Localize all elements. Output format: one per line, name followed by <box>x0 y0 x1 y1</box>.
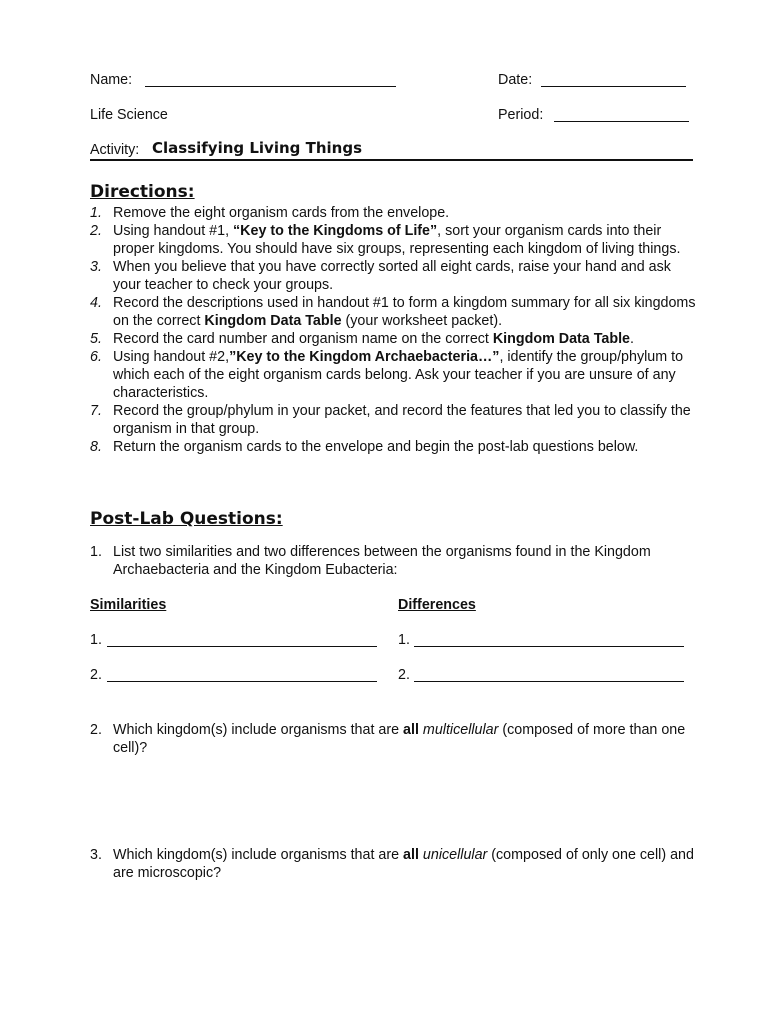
header-divider <box>90 159 693 161</box>
name-field[interactable] <box>145 86 396 87</box>
period-label: Period: <box>498 107 544 123</box>
postlab-heading: Post-Lab Questions: <box>90 509 283 529</box>
direction-text-bold: ”Key to the Kingdom Archaebacteria…” <box>229 349 500 365</box>
date-label: Date: <box>498 72 533 88</box>
direction-text: , identify the group/phylum to which each of the eight organism cards belong. Ask your teacher if you are unsure of any characteristics. <box>113 349 684 401</box>
question-text: (composed of only one cell) and are microscopic? <box>113 847 694 881</box>
direction-text-bold: “Key to the Kingdoms of Life” <box>233 223 438 239</box>
question-text: List two similarities and two differences between the organisms found in the Kingdom Archaebacteria and the Kingdom Eubacteria: <box>113 544 651 578</box>
direction-number: 3. <box>90 259 102 275</box>
question-term: unicellular <box>422 847 488 863</box>
direction-item-4 <box>90 294 700 330</box>
direction-text: (your worksheet packet). <box>341 313 503 329</box>
direction-text: , sort your organism cards into their proper kingdoms. You should have six groups, representing each kingdom of living things. <box>113 223 681 257</box>
difference-1-field[interactable] <box>414 646 684 647</box>
direction-text: Using handout #2, <box>113 349 230 365</box>
similarity-2-number: 2. <box>90 667 102 683</box>
question-number: 2. <box>90 722 102 738</box>
direction-text: Return the organism cards to the envelope and begin the post-lab questions below. <box>113 439 639 455</box>
question-text: Which kingdom(s) include organisms that are <box>113 847 404 863</box>
direction-text: . <box>630 331 634 347</box>
question-term: multicellular <box>422 722 499 738</box>
direction-item-8 <box>90 438 700 456</box>
direction-text: Remove the eight organism cards from the envelope. <box>113 205 450 221</box>
direction-number: 8. <box>90 439 102 455</box>
direction-text-bold: Kingdom Data Table <box>204 313 342 329</box>
direction-item-3 <box>90 258 700 294</box>
direction-text: Record the descriptions used in handout #1 to form a kingdom summary for all six kingdoms on the correct <box>113 295 696 329</box>
period-field[interactable] <box>554 121 689 122</box>
differences-header: Differences <box>398 597 476 613</box>
direction-text: When you believe that you have correctly sorted all eight cards, raise your hand and ask your teacher to check your groups. <box>113 259 671 293</box>
direction-number: 1. <box>90 205 102 221</box>
directions-heading: Directions: <box>90 182 195 202</box>
similarity-2-field[interactable] <box>107 681 377 682</box>
direction-text: Record the group/phylum in your packet, and record the features that led you to classify the organism in that group. <box>113 403 691 437</box>
direction-number: 4. <box>90 295 102 311</box>
difference-1-number: 1. <box>398 632 410 648</box>
direction-item-7 <box>90 402 700 438</box>
direction-number: 2. <box>90 223 102 239</box>
direction-number: 7. <box>90 403 102 419</box>
activity-label: Activity: <box>90 142 140 158</box>
difference-2-number: 2. <box>398 667 410 683</box>
question-emphasis: all <box>403 722 419 738</box>
question-emphasis: all <box>403 847 419 863</box>
direction-item-5 <box>90 330 700 348</box>
direction-item-2 <box>90 222 700 258</box>
question-2 <box>90 721 700 757</box>
question-text: (composed of more than one cell)? <box>113 722 686 756</box>
similarity-1-field[interactable] <box>107 646 377 647</box>
direction-number: 6. <box>90 349 102 365</box>
date-field[interactable] <box>541 86 686 87</box>
question-number: 1. <box>90 544 102 560</box>
question-3 <box>90 846 700 882</box>
activity-title: Classifying Living Things <box>152 139 363 157</box>
question-1 <box>90 543 700 579</box>
direction-item-6 <box>90 348 700 402</box>
course-label: Life Science <box>90 107 168 123</box>
question-text: Which kingdom(s) include organisms that are <box>113 722 404 738</box>
direction-item-1 <box>90 204 700 222</box>
name-label: Name: <box>90 72 133 88</box>
direction-text: Using handout #1, <box>113 223 234 239</box>
difference-2-field[interactable] <box>414 681 684 682</box>
similarities-header: Similarities <box>90 597 167 613</box>
question-number: 3. <box>90 847 102 863</box>
direction-number: 5. <box>90 331 102 347</box>
direction-text-bold: Kingdom Data Table <box>492 331 631 347</box>
direction-text: Record the card number and organism name on the correct <box>113 331 493 347</box>
similarity-1-number: 1. <box>90 632 102 648</box>
directions-list <box>90 204 700 456</box>
